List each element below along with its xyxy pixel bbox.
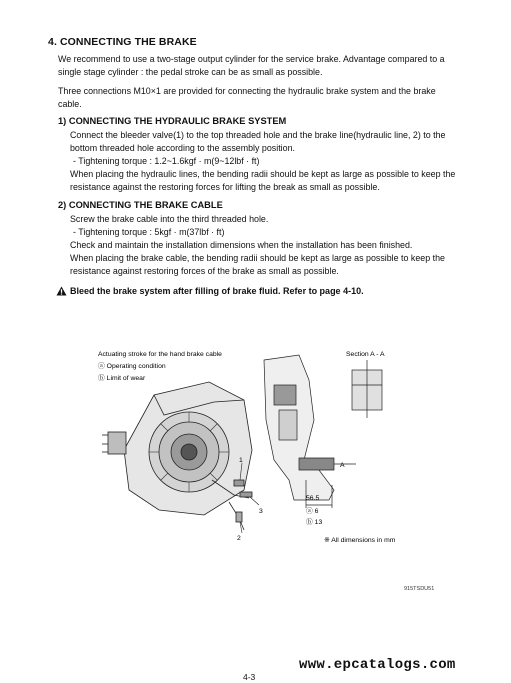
section-title: 4. CONNECTING THE BRAKE: [48, 36, 197, 48]
hydraulic-heading: 1) CONNECTING THE HYDRAULIC BRAKE SYSTEM: [58, 116, 287, 126]
warning-note: [56, 286, 364, 296]
figure-caption: Actuating stroke for the hand brake cable: [98, 351, 222, 358]
hydraulic-torque: - Tightening torque : 1.2~1.6kgf · m(9~12lbf · ft): [73, 156, 260, 166]
dimensions-note: ※ All dimensions in mm: [324, 537, 396, 544]
legend-operating: ⓐ Operating condition: [98, 363, 166, 370]
brake-housing-drawing: [102, 382, 252, 530]
intro-paragraph-1: We recommend to use a two-stage output cylinder for the service brake. Advantage compared to a single stage cylinder : the pedal stroke can be as small as possible.: [58, 54, 445, 77]
section-drawing: [264, 355, 382, 508]
warning-text: Bleed the brake system after filling of brake fluid. Refer to page 4-10.: [70, 286, 364, 296]
brake-assembly-figure: [94, 340, 464, 560]
intro-paragraph-2: Three connections M10×1 are provided for connecting the hydraulic brake system and the brake cable.: [58, 86, 436, 109]
warning-icon: [56, 286, 67, 296]
callout-2: 2: [237, 535, 241, 542]
hydraulic-note: When placing the hydraulic lines, the bending radii should be kept as large as possible to keep the resistance against the restoring forces for lifting the break as small as possible.: [70, 169, 456, 192]
dimension-56-5: 56.5: [306, 495, 320, 502]
cable-torque: - Tightening torque : 5kgf · m(37lbf · ft): [73, 227, 225, 237]
figure-code: 915TSDU51: [404, 586, 435, 592]
legend-wear: ⓑ Limit of wear: [98, 375, 146, 382]
page-number: 4-3: [243, 672, 256, 682]
callout-a: A: [340, 462, 345, 469]
cable-instruction: Screw the brake cable into the third threaded hole.: [70, 214, 269, 224]
cable-note: When placing the brake cable, the bending radii should be kept as large as possible to keep the resistance against restoring forces of the brake as small as possible.: [70, 253, 445, 276]
callout-1: 1: [239, 457, 243, 464]
dimension-a: ⓐ 6: [306, 508, 319, 515]
cable-heading: 2) CONNECTING THE BRAKE CABLE: [58, 200, 223, 210]
cable-check: Check and maintain the installation dimensions when the installation has been finished.: [70, 240, 413, 250]
callout-3: 3: [259, 508, 263, 515]
footer-watermark-url: www.epcatalogs.com: [299, 657, 456, 673]
section-label: Section A - A: [346, 351, 385, 358]
hydraulic-instruction: Connect the bleeder valve(1) to the top threaded hole and the brake line(hydraulic line, 2) to the bottom threaded hole according to the assembly position.: [70, 130, 446, 153]
dimension-b: ⓑ 13: [306, 519, 323, 526]
